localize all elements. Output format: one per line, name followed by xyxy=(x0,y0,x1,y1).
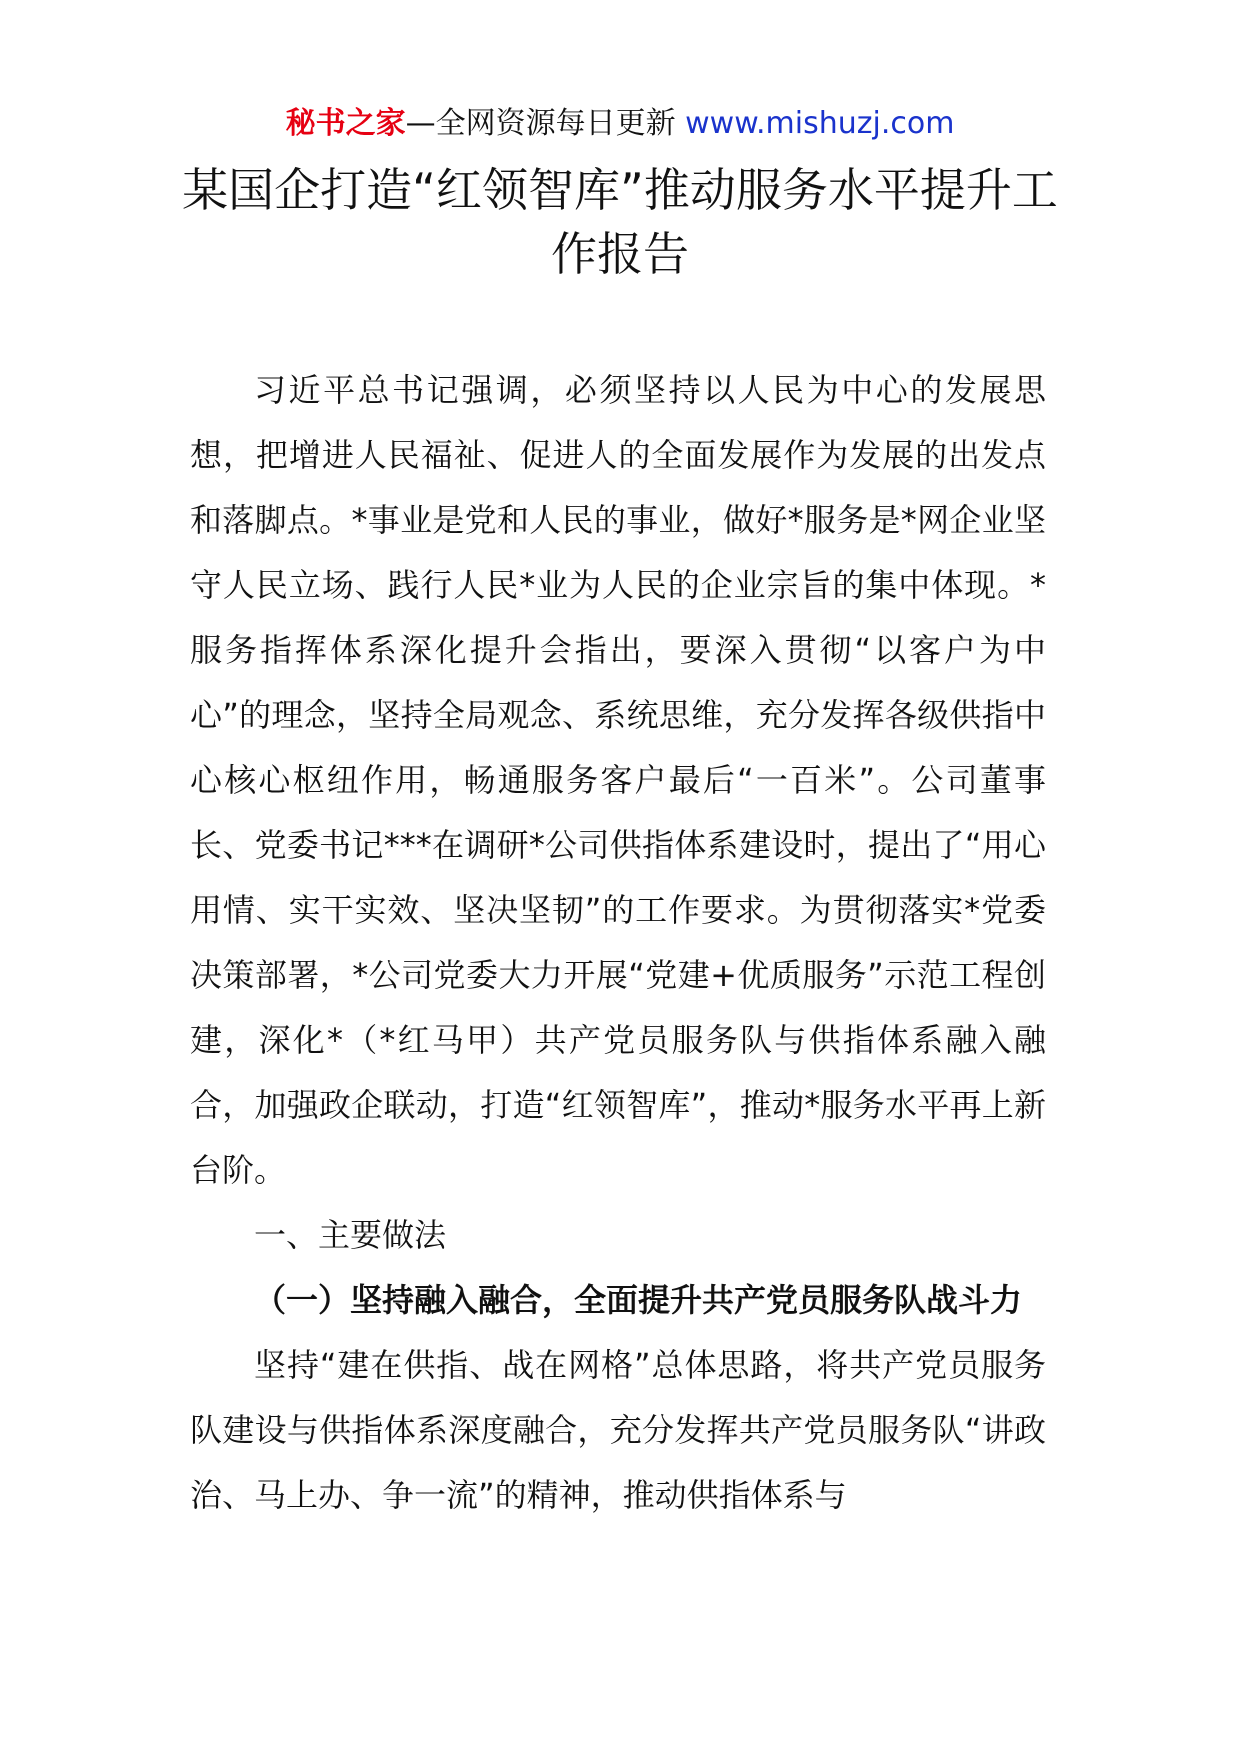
intro-paragraph: 习近平总书记强调，必须坚持以人民为中心的发展思想，把增进人民福祉、促进人的全面发展作为发展的出发点和落脚点。*事业是党和人民的事业，做好*服务是*网企业坚守人民立场、践行人民*业为人民的企业宗旨的集中体现。*服务指挥体系深化提升会指出，要深入贯彻“以客户为中心”的理念，坚持全局观念、系统思维，充分发挥各级供指中心核心枢纽作用，畅通服务客户最后“一百米”。公司董事长、党委书记***在调研*公司供指体系建设时，提出了“用心用情、实干实效、坚决坚韧”的工作要求。为贯彻落实*党委决策部署，*公司党委大力开展“党建+优质服务”示范工程创建，深化*（*红马甲）共产党员服务队与供指体系融入融合，加强政企联动，打造“红领智库”，推动*服务水平再上新台阶。 xyxy=(190,371,1046,1189)
subsection-paragraph: 坚持“建在供指、战在网格”总体思路，将共产党员服务队建设与供指体系深度融合，充分发挥共产党员服务队“讲政治、马上办、争一流”的精神，推动供指体系与 xyxy=(190,1346,1046,1514)
document-body xyxy=(190,358,1046,1528)
site-url-link[interactable]: www.mishuzj.com xyxy=(685,106,955,141)
subsection-heading: （一）坚持融入融合，全面提升共产党员服务队战斗力 xyxy=(254,1281,1023,1319)
header-tagline: —全网资源每日更新 xyxy=(405,106,676,141)
document-title: 某国企打造“红领智库”推动服务水平提升工作报告 xyxy=(182,163,1058,281)
section-heading: 一、主要做法 xyxy=(254,1216,447,1254)
brand-name: 秘书之家 xyxy=(285,106,406,141)
site-header xyxy=(0,104,1240,144)
